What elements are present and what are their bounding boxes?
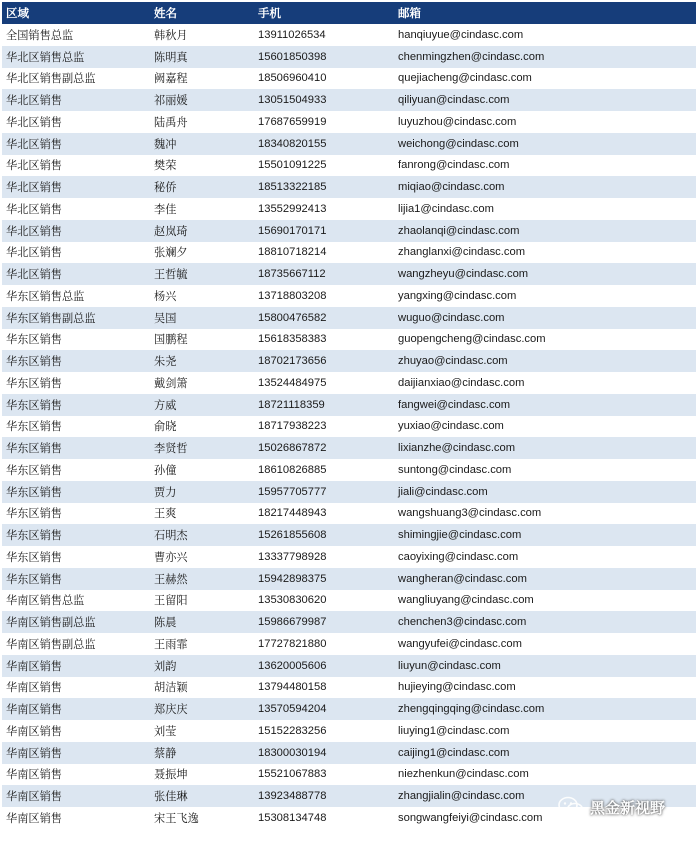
cell-phone: 13923488778 bbox=[254, 785, 394, 807]
cell-region: 华东区销售 bbox=[2, 568, 150, 590]
cell-region: 华北区销售 bbox=[2, 176, 150, 198]
cell-name: 王留阳 bbox=[150, 590, 254, 612]
watermark-text: 黑金新视野 bbox=[590, 798, 666, 817]
table-row bbox=[2, 263, 696, 285]
cell-region: 华北区销售 bbox=[2, 111, 150, 133]
table-row bbox=[2, 285, 696, 307]
table-row bbox=[2, 220, 696, 242]
cell-email[interactable]: wangzheyu@cindasc.com bbox=[394, 263, 696, 285]
header-region: 区域 bbox=[2, 2, 150, 24]
cell-name: 祁丽媛 bbox=[150, 89, 254, 111]
table-row bbox=[2, 611, 696, 633]
table-row bbox=[2, 198, 696, 220]
cell-name: 俞晓 bbox=[150, 416, 254, 438]
table-row bbox=[2, 677, 696, 699]
cell-email[interactable]: lixianzhe@cindasc.com bbox=[394, 437, 696, 459]
cell-region: 华东区销售 bbox=[2, 437, 150, 459]
cell-email[interactable]: liuying1@cindasc.com bbox=[394, 720, 696, 742]
cell-email[interactable]: songwangfeiyi@cindasc.com bbox=[394, 807, 696, 829]
cell-region: 华南区销售 bbox=[2, 677, 150, 699]
cell-email[interactable]: jiali@cindasc.com bbox=[394, 481, 696, 503]
table-header-row bbox=[2, 2, 696, 24]
cell-phone: 15618358383 bbox=[254, 329, 394, 351]
cell-name: 陈明真 bbox=[150, 46, 254, 68]
table-row bbox=[2, 394, 696, 416]
cell-region: 全国销售总监 bbox=[2, 24, 150, 46]
cell-phone: 15986679987 bbox=[254, 611, 394, 633]
table-row bbox=[2, 655, 696, 677]
cell-email[interactable]: luyuzhou@cindasc.com bbox=[394, 111, 696, 133]
table-row bbox=[2, 24, 696, 46]
table-row bbox=[2, 89, 696, 111]
table-row bbox=[2, 437, 696, 459]
cell-region: 华东区销售 bbox=[2, 459, 150, 481]
cell-name: 胡洁颖 bbox=[150, 677, 254, 699]
cell-region: 华南区销售 bbox=[2, 698, 150, 720]
table-row bbox=[2, 111, 696, 133]
cell-region: 华北区销售 bbox=[2, 242, 150, 264]
cell-name: 郑庆庆 bbox=[150, 698, 254, 720]
cell-email[interactable]: fanrong@cindasc.com bbox=[394, 155, 696, 177]
cell-phone: 15800476582 bbox=[254, 307, 394, 329]
cell-region: 华东区销售 bbox=[2, 350, 150, 372]
cell-name: 孙僮 bbox=[150, 459, 254, 481]
cell-region: 华东区销售 bbox=[2, 546, 150, 568]
table-row bbox=[2, 568, 696, 590]
cell-name: 戴剑箫 bbox=[150, 372, 254, 394]
cell-name: 蔡静 bbox=[150, 742, 254, 764]
table-row bbox=[2, 459, 696, 481]
cell-phone: 13794480158 bbox=[254, 677, 394, 699]
table-row bbox=[2, 590, 696, 612]
cell-phone: 15601850398 bbox=[254, 46, 394, 68]
cell-region: 华东区销售副总监 bbox=[2, 307, 150, 329]
cell-name: 聂振坤 bbox=[150, 764, 254, 786]
cell-email[interactable]: lijia1@cindasc.com bbox=[394, 198, 696, 220]
cell-email[interactable]: daijianxiao@cindasc.com bbox=[394, 372, 696, 394]
table-row bbox=[2, 633, 696, 655]
watermark bbox=[558, 796, 665, 818]
cell-email[interactable]: hanqiuyue@cindasc.com bbox=[394, 24, 696, 46]
cell-region: 华东区销售 bbox=[2, 329, 150, 351]
cell-phone: 18717938223 bbox=[254, 416, 394, 438]
cell-email[interactable]: liuyun@cindasc.com bbox=[394, 655, 696, 677]
cell-phone: 15521067883 bbox=[254, 764, 394, 786]
table-row bbox=[2, 133, 696, 155]
cell-region: 华南区销售 bbox=[2, 742, 150, 764]
cell-region: 华东区销售 bbox=[2, 503, 150, 525]
cell-name: 王哲毓 bbox=[150, 263, 254, 285]
cell-name: 魏冲 bbox=[150, 133, 254, 155]
table-row bbox=[2, 176, 696, 198]
cell-phone: 13552992413 bbox=[254, 198, 394, 220]
header-email: 邮箱 bbox=[394, 2, 696, 24]
cell-name: 张佳琳 bbox=[150, 785, 254, 807]
cell-email[interactable]: zhaolanqi@cindasc.com bbox=[394, 220, 696, 242]
table-row bbox=[2, 68, 696, 90]
cell-name: 樊荣 bbox=[150, 155, 254, 177]
cell-phone: 18735667112 bbox=[254, 263, 394, 285]
cell-phone: 17727821880 bbox=[254, 633, 394, 655]
cell-phone: 13620005606 bbox=[254, 655, 394, 677]
cell-phone: 18506960410 bbox=[254, 68, 394, 90]
cell-email[interactable]: chenmingzhen@cindasc.com bbox=[394, 46, 696, 68]
cell-region: 华北区销售总监 bbox=[2, 46, 150, 68]
cell-name: 王爽 bbox=[150, 503, 254, 525]
table-row bbox=[2, 524, 696, 546]
cell-name: 陈晨 bbox=[150, 611, 254, 633]
header-phone: 手机 bbox=[254, 2, 394, 24]
cell-phone: 15308134748 bbox=[254, 807, 394, 829]
cell-email[interactable]: zhangjialin@cindasc.com bbox=[394, 785, 696, 807]
cell-phone: 15957705777 bbox=[254, 481, 394, 503]
cell-phone: 13337798928 bbox=[254, 546, 394, 568]
cell-email[interactable]: wuguo@cindasc.com bbox=[394, 307, 696, 329]
table-row bbox=[2, 742, 696, 764]
cell-email[interactable]: yuxiao@cindasc.com bbox=[394, 416, 696, 438]
wechat-icon bbox=[558, 796, 584, 818]
table-row bbox=[2, 307, 696, 329]
table-row bbox=[2, 242, 696, 264]
cell-name: 曹亦兴 bbox=[150, 546, 254, 568]
cell-email[interactable]: quejiacheng@cindasc.com bbox=[394, 68, 696, 90]
cell-region: 华北区销售 bbox=[2, 89, 150, 111]
cell-email[interactable]: guopengcheng@cindasc.com bbox=[394, 329, 696, 351]
cell-region: 华东区销售 bbox=[2, 416, 150, 438]
cell-phone: 18721118359 bbox=[254, 394, 394, 416]
cell-name: 李佳 bbox=[150, 198, 254, 220]
cell-email[interactable]: zhengqingqing@cindasc.com bbox=[394, 698, 696, 720]
cell-name: 石明杰 bbox=[150, 524, 254, 546]
cell-email[interactable]: weichong@cindasc.com bbox=[394, 133, 696, 155]
cell-phone: 13718803208 bbox=[254, 285, 394, 307]
cell-phone: 18340820155 bbox=[254, 133, 394, 155]
cell-email[interactable]: zhanglanxi@cindasc.com bbox=[394, 242, 696, 264]
cell-region: 华东区销售总监 bbox=[2, 285, 150, 307]
table-body bbox=[2, 24, 696, 829]
cell-name: 王赫然 bbox=[150, 568, 254, 590]
cell-name: 赵岚琦 bbox=[150, 220, 254, 242]
cell-phone: 17687659919 bbox=[254, 111, 394, 133]
table-row bbox=[2, 698, 696, 720]
cell-region: 华东区销售 bbox=[2, 481, 150, 503]
cell-email[interactable]: zhuyao@cindasc.com bbox=[394, 350, 696, 372]
cell-email[interactable]: suntong@cindasc.com bbox=[394, 459, 696, 481]
header-name: 姓名 bbox=[150, 2, 254, 24]
cell-phone: 15690170171 bbox=[254, 220, 394, 242]
cell-email[interactable]: chenchen3@cindasc.com bbox=[394, 611, 696, 633]
cell-region: 华北区销售副总监 bbox=[2, 68, 150, 90]
table-row bbox=[2, 503, 696, 525]
cell-region: 华南区销售 bbox=[2, 807, 150, 829]
table-row bbox=[2, 155, 696, 177]
cell-phone: 18702173656 bbox=[254, 350, 394, 372]
cell-region: 华北区销售 bbox=[2, 263, 150, 285]
cell-region: 华南区销售 bbox=[2, 655, 150, 677]
contact-table bbox=[2, 2, 696, 829]
cell-name: 宋王飞逸 bbox=[150, 807, 254, 829]
table-row bbox=[2, 46, 696, 68]
cell-email[interactable]: yangxing@cindasc.com bbox=[394, 285, 696, 307]
cell-phone: 13570594204 bbox=[254, 698, 394, 720]
cell-email[interactable]: miqiao@cindasc.com bbox=[394, 176, 696, 198]
cell-email[interactable]: hujieying@cindasc.com bbox=[394, 677, 696, 699]
cell-email[interactable]: shimingjie@cindasc.com bbox=[394, 524, 696, 546]
cell-name: 刘莹 bbox=[150, 720, 254, 742]
table-row bbox=[2, 350, 696, 372]
cell-region: 华南区销售总监 bbox=[2, 590, 150, 612]
cell-region: 华东区销售 bbox=[2, 524, 150, 546]
cell-email[interactable]: fangwei@cindasc.com bbox=[394, 394, 696, 416]
cell-name: 朱尧 bbox=[150, 350, 254, 372]
cell-name: 韩秋月 bbox=[150, 24, 254, 46]
table-row bbox=[2, 372, 696, 394]
cell-phone: 18810718214 bbox=[254, 242, 394, 264]
cell-name: 阙嘉程 bbox=[150, 68, 254, 90]
cell-name: 吴国 bbox=[150, 307, 254, 329]
cell-email[interactable]: caoyixing@cindasc.com bbox=[394, 546, 696, 568]
cell-name: 杨兴 bbox=[150, 285, 254, 307]
cell-email[interactable]: wangyufei@cindasc.com bbox=[394, 633, 696, 655]
cell-region: 华南区销售 bbox=[2, 764, 150, 786]
cell-phone: 18300030194 bbox=[254, 742, 394, 764]
cell-name: 陆禹舟 bbox=[150, 111, 254, 133]
cell-phone: 18513322185 bbox=[254, 176, 394, 198]
cell-phone: 15152283256 bbox=[254, 720, 394, 742]
cell-name: 方威 bbox=[150, 394, 254, 416]
table-row bbox=[2, 481, 696, 503]
cell-email[interactable]: qiliyuan@cindasc.com bbox=[394, 89, 696, 111]
cell-email[interactable]: wangshuang3@cindasc.com bbox=[394, 503, 696, 525]
cell-email[interactable]: niezhenkun@cindasc.com bbox=[394, 764, 696, 786]
table-row bbox=[2, 764, 696, 786]
cell-name: 国鹏程 bbox=[150, 329, 254, 351]
cell-email[interactable]: caijing1@cindasc.com bbox=[394, 742, 696, 764]
cell-name: 王雨霏 bbox=[150, 633, 254, 655]
table-row bbox=[2, 329, 696, 351]
cell-region: 华南区销售副总监 bbox=[2, 633, 150, 655]
cell-phone: 13051504933 bbox=[254, 89, 394, 111]
cell-region: 华南区销售 bbox=[2, 720, 150, 742]
cell-phone: 15942898375 bbox=[254, 568, 394, 590]
cell-region: 华南区销售 bbox=[2, 785, 150, 807]
cell-name: 贾力 bbox=[150, 481, 254, 503]
cell-phone: 13911026534 bbox=[254, 24, 394, 46]
cell-phone: 15261855608 bbox=[254, 524, 394, 546]
cell-name: 秘侨 bbox=[150, 176, 254, 198]
cell-phone: 18610826885 bbox=[254, 459, 394, 481]
cell-region: 华北区销售 bbox=[2, 220, 150, 242]
table-row bbox=[2, 546, 696, 568]
cell-region: 华东区销售 bbox=[2, 394, 150, 416]
cell-phone: 13530830620 bbox=[254, 590, 394, 612]
cell-region: 华北区销售 bbox=[2, 133, 150, 155]
cell-region: 华东区销售 bbox=[2, 372, 150, 394]
cell-phone: 13524484975 bbox=[254, 372, 394, 394]
cell-name: 张斓夕 bbox=[150, 242, 254, 264]
cell-region: 华南区销售副总监 bbox=[2, 611, 150, 633]
table-row bbox=[2, 416, 696, 438]
cell-region: 华北区销售 bbox=[2, 155, 150, 177]
cell-phone: 15026867872 bbox=[254, 437, 394, 459]
cell-name: 李贤哲 bbox=[150, 437, 254, 459]
table-row bbox=[2, 720, 696, 742]
cell-phone: 15501091225 bbox=[254, 155, 394, 177]
cell-name: 刘韵 bbox=[150, 655, 254, 677]
cell-email[interactable]: wangliuyang@cindasc.com bbox=[394, 590, 696, 612]
cell-phone: 18217448943 bbox=[254, 503, 394, 525]
cell-email[interactable]: wangheran@cindasc.com bbox=[394, 568, 696, 590]
cell-region: 华北区销售 bbox=[2, 198, 150, 220]
